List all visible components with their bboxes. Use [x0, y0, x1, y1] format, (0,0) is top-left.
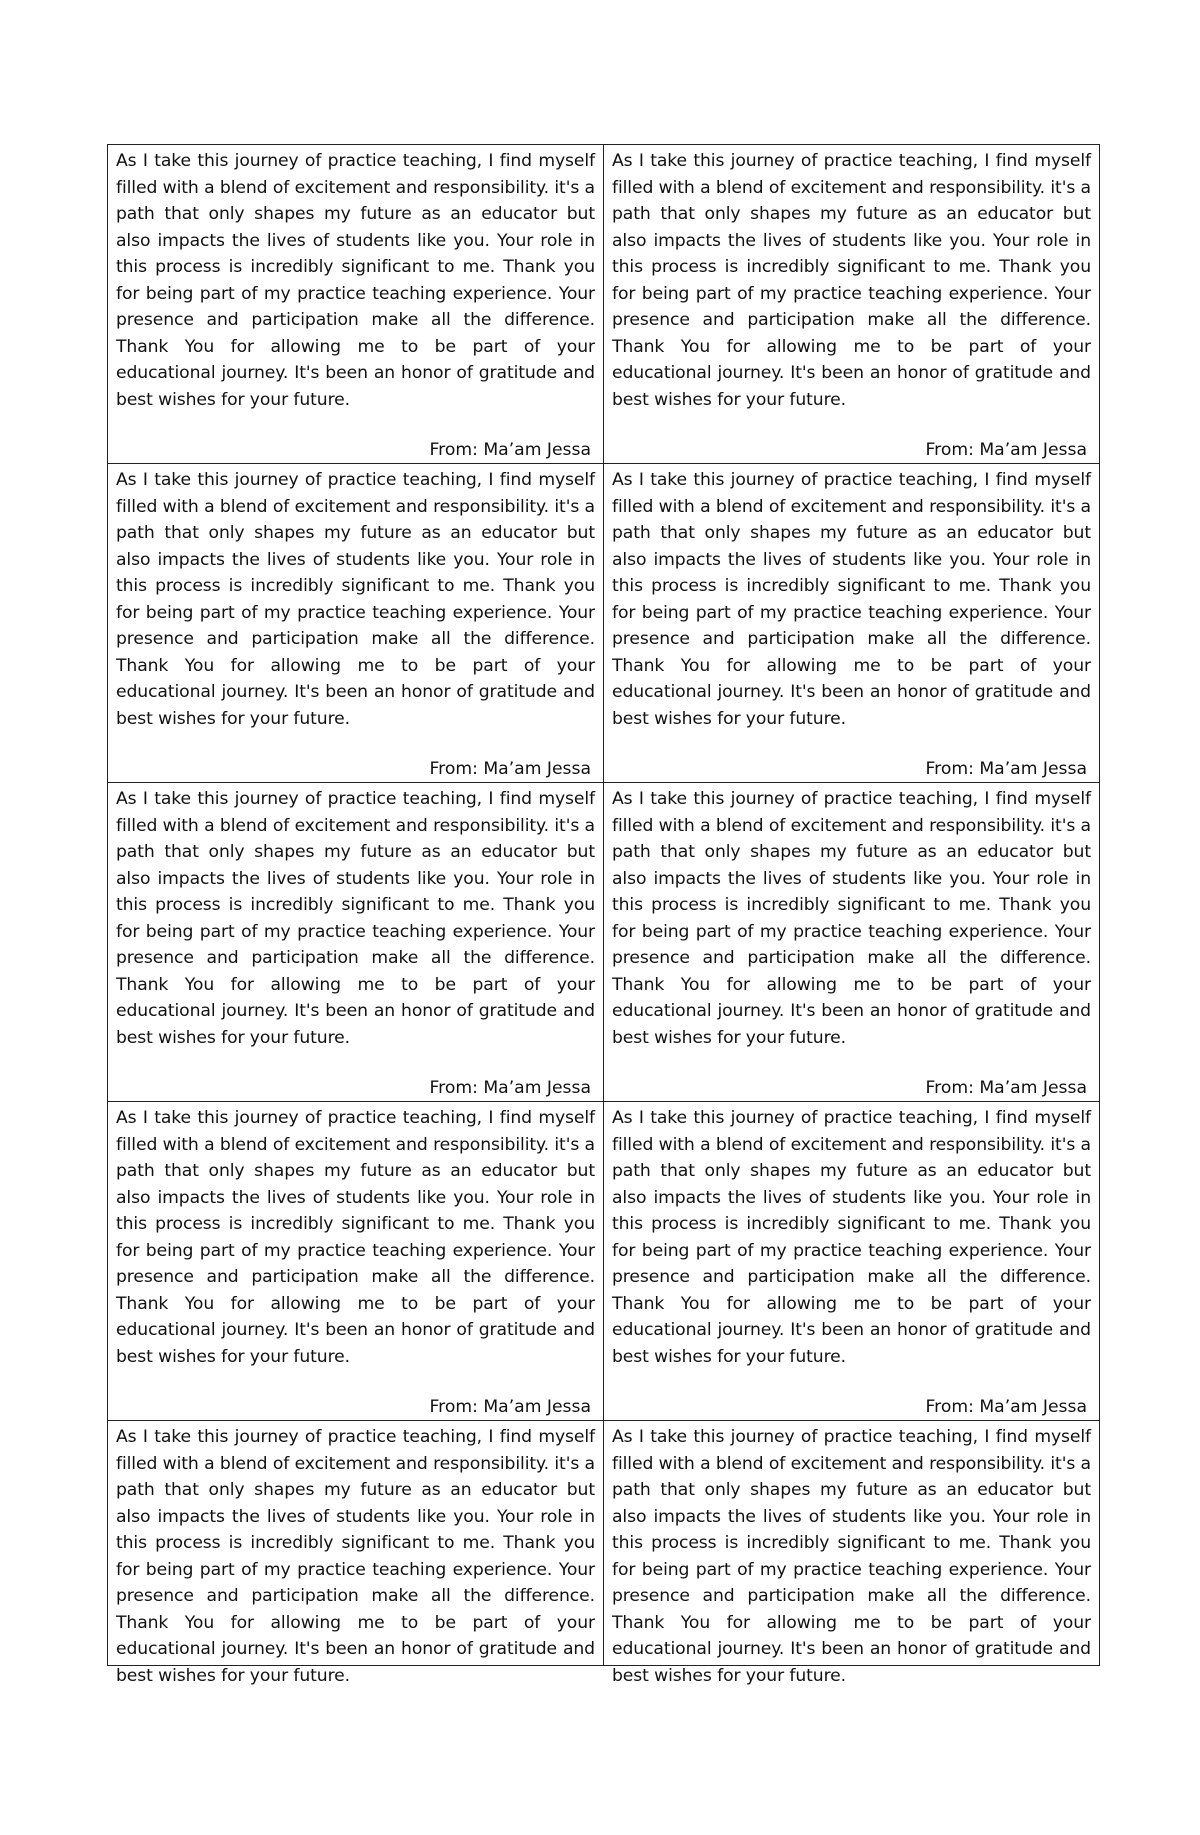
table-row	[108, 1421, 1100, 1666]
note-message: As I take this journey of practice teaching, I find myself filled with a blend of excitement and responsibility. it's a path that only shapes my future as an educator but also impacts the lives of students like you. Your role in this process is incredibly significant to me. Thank you for being part of my practice teaching experience. Your presence and participation make all the difference. Thank You for allowing me to be part of your educational journey. It's been an honor of gratitude and best wishes for your future.	[116, 789, 595, 1048]
note-card	[604, 1421, 1100, 1686]
table-row	[108, 1102, 1100, 1421]
table-row	[108, 145, 1100, 464]
note-card	[604, 145, 1100, 464]
note-message: As I take this journey of practice teaching, I find myself filled with a blend of excitement and responsibility. it's a path that only shapes my future as an educator but also impacts the lives of students like you. Your role in this process is incredibly significant to me. Thank you for being part of my practice teaching experience. Your presence and participation make all the difference. Thank You for allowing me to be part of your educational journey. It's been an honor of gratitude and best wishes for your future.	[612, 789, 1091, 1048]
note-message: As I take this journey of practice teaching, I find myself filled with a blend of excitement and responsibility. it's a path that only shapes my future as an educator but also impacts the lives of students like you. Your role in this process is incredibly significant to me. Thank you for being part of my practice teaching experience. Your presence and participation make all the difference. Thank You for allowing me to be part of your educational journey. It's been an honor of gratitude and best wishes for your future.	[116, 1427, 595, 1686]
note-signature: From: Ma’am Jessa	[925, 1397, 1087, 1417]
table-row	[108, 464, 1100, 783]
note-signature: From: Ma’am Jessa	[429, 440, 591, 460]
note-signature: From: Ma’am Jessa	[429, 759, 591, 779]
note-card	[108, 145, 604, 464]
note-signature: From: Ma’am Jessa	[925, 759, 1087, 779]
note-signature: From: Ma’am Jessa	[925, 1078, 1087, 1098]
note-message: As I take this journey of practice teaching, I find myself filled with a blend of excitement and responsibility. it's a path that only shapes my future as an educator but also impacts the lives of students like you. Your role in this process is incredibly significant to me. Thank you for being part of my practice teaching experience. Your presence and participation make all the difference. Thank You for allowing me to be part of your educational journey. It's been an honor of gratitude and best wishes for your future.	[612, 151, 1091, 410]
note-message: As I take this journey of practice teaching, I find myself filled with a blend of excitement and responsibility. it's a path that only shapes my future as an educator but also impacts the lives of students like you. Your role in this process is incredibly significant to me. Thank you for being part of my practice teaching experience. Your presence and participation make all the difference. Thank You for allowing me to be part of your educational journey. It's been an honor of gratitude and best wishes for your future.	[612, 1108, 1091, 1367]
notes-table	[107, 144, 1100, 1686]
note-card	[604, 464, 1100, 783]
note-card	[108, 1421, 604, 1686]
note-message: As I take this journey of practice teaching, I find myself filled with a blend of excitement and responsibility. it's a path that only shapes my future as an educator but also impacts the lives of students like you. Your role in this process is incredibly significant to me. Thank you for being part of my practice teaching experience. Your presence and participation make all the difference. Thank You for allowing me to be part of your educational journey. It's been an honor of gratitude and best wishes for your future.	[116, 1108, 595, 1367]
table-row	[108, 783, 1100, 1102]
note-message: As I take this journey of practice teaching, I find myself filled with a blend of excitement and responsibility. it's a path that only shapes my future as an educator but also impacts the lives of students like you. Your role in this process is incredibly significant to me. Thank you for being part of my practice teaching experience. Your presence and participation make all the difference. Thank You for allowing me to be part of your educational journey. It's been an honor of gratitude and best wishes for your future.	[612, 1427, 1091, 1686]
note-message: As I take this journey of practice teaching, I find myself filled with a blend of excitement and responsibility. it's a path that only shapes my future as an educator but also impacts the lives of students like you. Your role in this process is incredibly significant to me. Thank you for being part of my practice teaching experience. Your presence and participation make all the difference. Thank You for allowing me to be part of your educational journey. It's been an honor of gratitude and best wishes for your future.	[116, 470, 595, 729]
note-card	[108, 783, 604, 1102]
note-card	[604, 1102, 1100, 1421]
note-card	[604, 783, 1100, 1102]
note-message: As I take this journey of practice teaching, I find myself filled with a blend of excitement and responsibility. it's a path that only shapes my future as an educator but also impacts the lives of students like you. Your role in this process is incredibly significant to me. Thank you for being part of my practice teaching experience. Your presence and participation make all the difference. Thank You for allowing me to be part of your educational journey. It's been an honor of gratitude and best wishes for your future.	[116, 151, 595, 410]
note-card	[108, 1102, 604, 1421]
note-signature: From: Ma’am Jessa	[429, 1397, 591, 1417]
note-signature: From: Ma’am Jessa	[429, 1078, 591, 1098]
note-signature: From: Ma’am Jessa	[925, 440, 1087, 460]
note-card	[108, 464, 604, 783]
note-message: As I take this journey of practice teaching, I find myself filled with a blend of excitement and responsibility. it's a path that only shapes my future as an educator but also impacts the lives of students like you. Your role in this process is incredibly significant to me. Thank you for being part of my practice teaching experience. Your presence and participation make all the difference. Thank You for allowing me to be part of your educational journey. It's been an honor of gratitude and best wishes for your future.	[612, 470, 1091, 729]
